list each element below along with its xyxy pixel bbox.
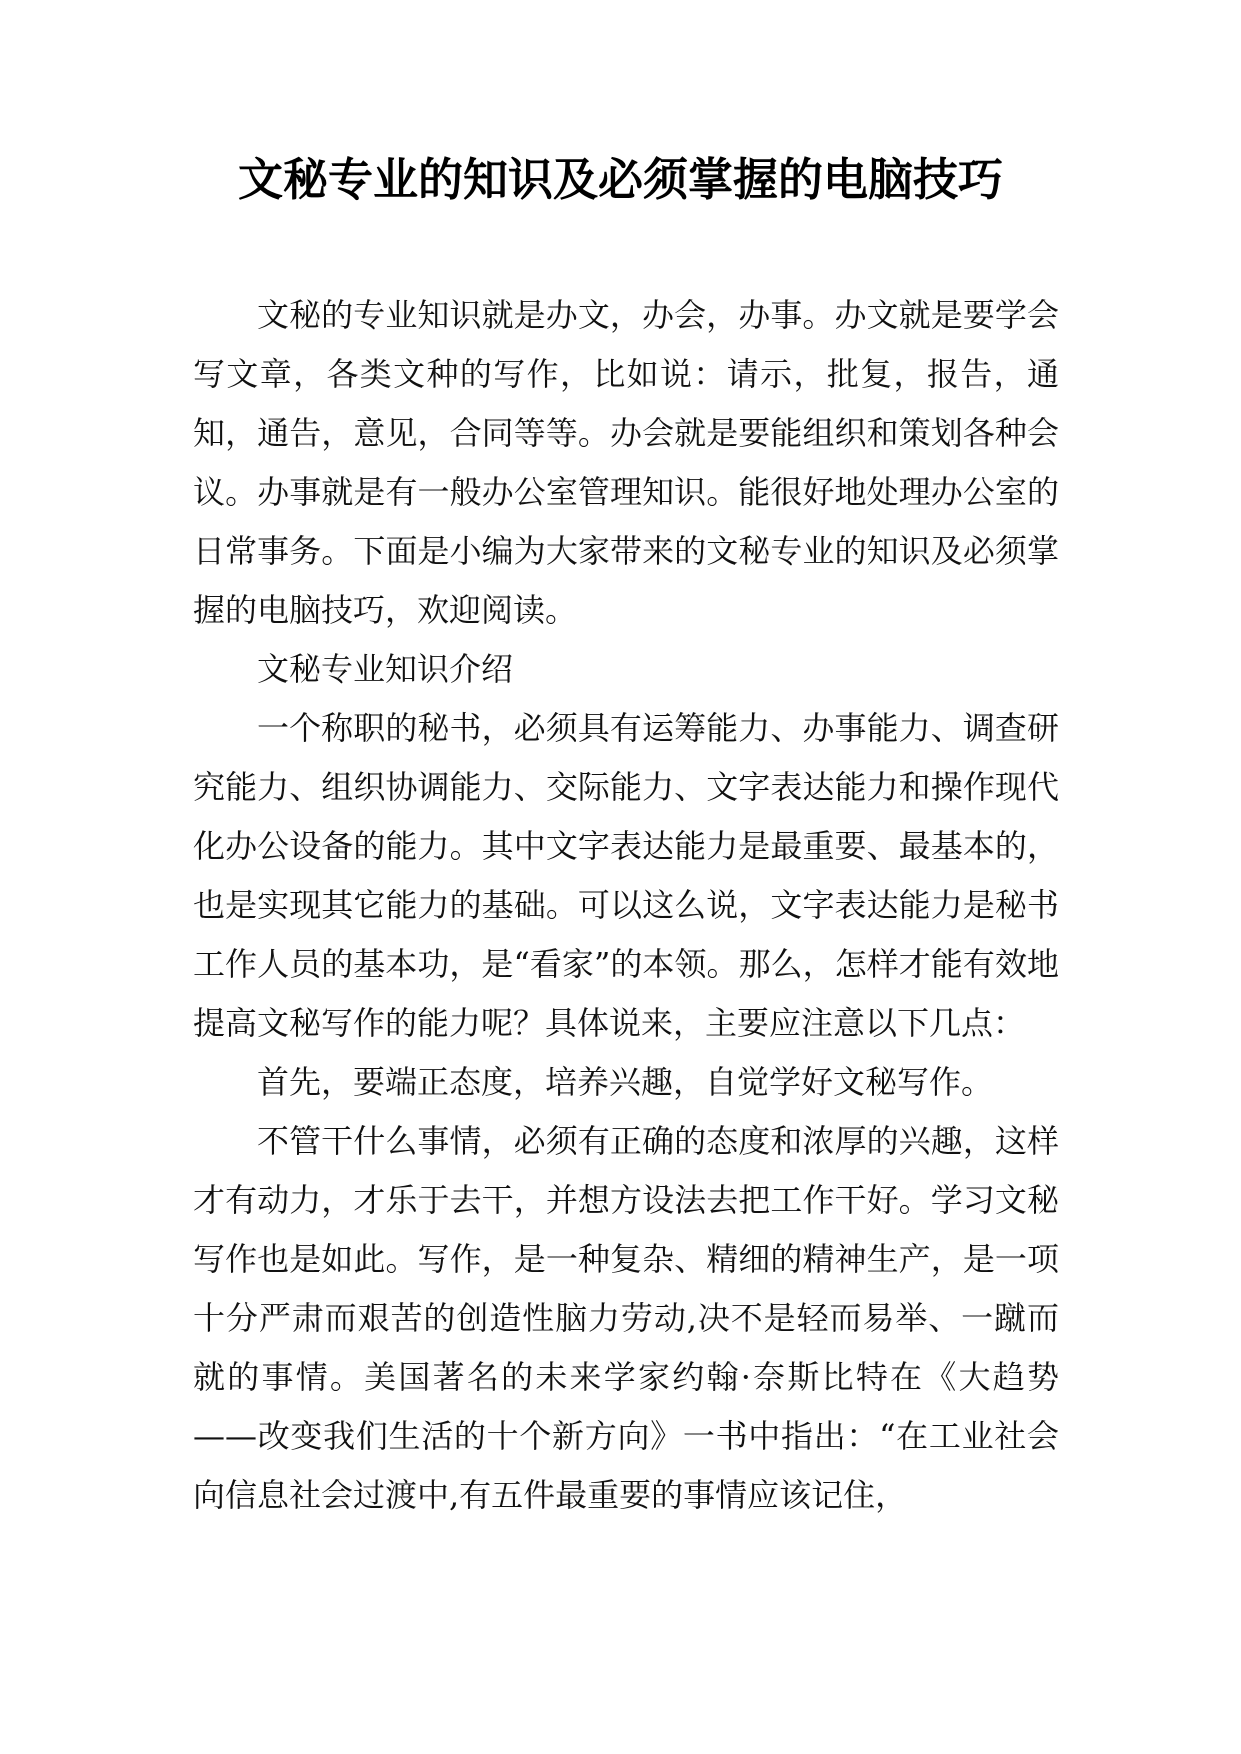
paragraph-first-point: 首先，要端正态度，培养兴趣，自觉学好文秘写作。: [257, 1063, 994, 1101]
section-heading: 文秘专业知识介绍: [257, 650, 514, 688]
document-title: 文秘专业的知识及必须掌握的电脑技巧: [237, 153, 1003, 206]
paragraph-attitude: 不管干什么事情，必须有正确的态度和浓厚的兴趣，这样才有动力，才乐于去干，并想方设法去把工作干好。学习文秘写作也是如此。写作，是一种复杂、精细的精神生产，是一项十分严肃而艰苦的创造性脑力劳动,决不是轻而易举、一蹴而就的事情。美国著名的未来学家约翰·奈斯比特在《大趋势——改变我们生活的十个新方向》一书中指出：“在工业社会向信息社会过渡中,有五件最重要的事情应该记住，: [193, 1122, 1059, 1514]
document-body: [193, 286, 1059, 1525]
paragraph-abilities: 一个称职的秘书，必须具有运筹能力、办事能力、调查研究能力、组织协调能力、交际能力、文字表达能力和操作现代化办公设备的能力。其中文字表达能力是最重要、最基本的，也是实现其它能力的基础。可以这么说，文字表达能力是秘书工作人员的基本功，是“看家”的本领。那么，怎样才能有效地提高文秘写作的能力呢？具体说来，主要应注意以下几点：: [193, 709, 1059, 1042]
paragraph-intro: 文秘的专业知识就是办文，办会，办事。办文就是要学会写文章，各类文种的写作，比如说：请示，批复，报告，通知，通告，意见，合同等等。办会就是要能组织和策划各种会议。办事就是有一般办公室管理知识。能很好地处理办公室的日常事务。下面是小编为大家带来的文秘专业的知识及必须掌握的电脑技巧，欢迎阅读。: [193, 296, 1059, 629]
